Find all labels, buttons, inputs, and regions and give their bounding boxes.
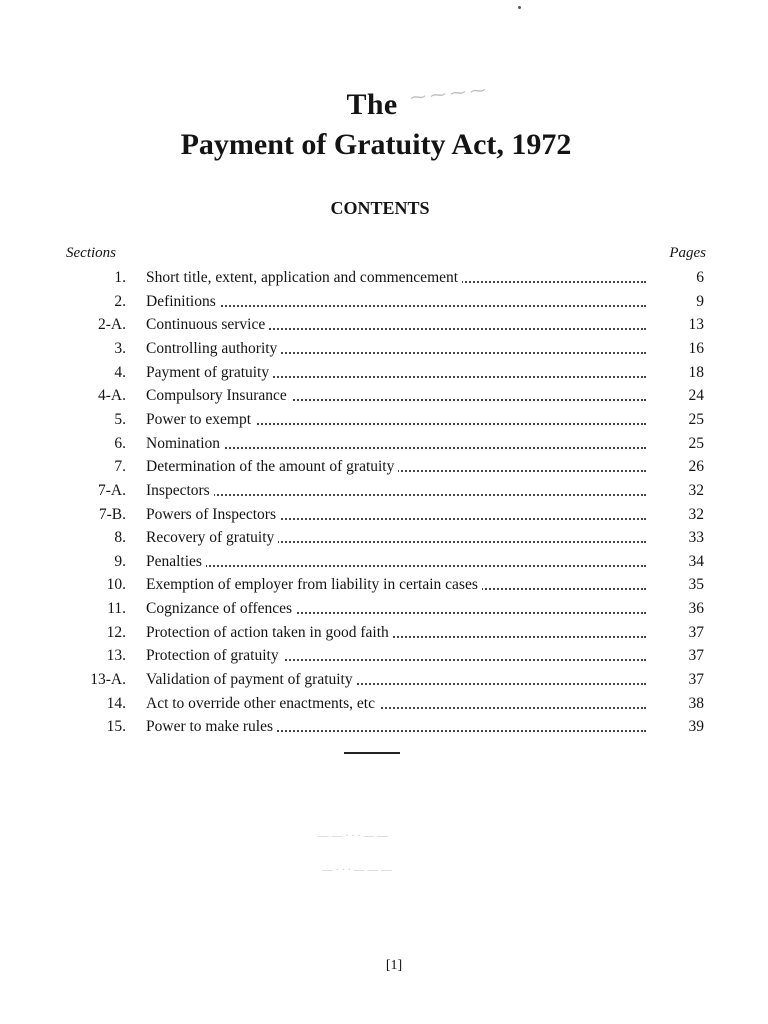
toc-section-number: 13-A. bbox=[90, 671, 126, 689]
toc-section-title bbox=[146, 480, 646, 502]
toc-section-title-text: Penalties bbox=[146, 553, 206, 570]
toc-section-title-text: Power to make rules bbox=[146, 718, 277, 735]
sections-column-header: Sections bbox=[66, 245, 116, 261]
toc-section-number: 4-A. bbox=[98, 387, 126, 405]
toc-section-title bbox=[146, 456, 646, 478]
toc-section-number: 10. bbox=[106, 576, 126, 594]
toc-section-number: 13. bbox=[106, 647, 126, 665]
faint-stamp-mark: — — · · · — — bbox=[318, 828, 388, 842]
toc-section-number: 5. bbox=[114, 410, 126, 428]
toc-section-title bbox=[146, 267, 646, 289]
toc-section-number: 7. bbox=[114, 458, 126, 476]
toc-entry bbox=[0, 433, 768, 455]
toc-section-number: 6. bbox=[114, 434, 126, 452]
toc-section-number: 9. bbox=[114, 552, 126, 570]
toc-section-number: 7-A. bbox=[98, 481, 126, 499]
toc-section-title-text: Act to override other enactments, etc bbox=[146, 695, 379, 712]
toc-entry bbox=[0, 456, 768, 478]
toc-section-title-text: Validation of payment of gratuity bbox=[146, 671, 357, 688]
toc-entry bbox=[0, 574, 768, 596]
dot-leader bbox=[146, 494, 646, 496]
toc-page-number: 9 bbox=[696, 292, 704, 310]
toc-section-title bbox=[146, 385, 646, 407]
toc-entry bbox=[0, 338, 768, 360]
toc-entry bbox=[0, 527, 768, 549]
toc-section-title-text: Powers of Inspectors bbox=[146, 506, 280, 523]
toc-section-number: 2-A. bbox=[98, 316, 126, 334]
faint-stamp-mark: — · · · — — — bbox=[322, 862, 392, 876]
dot-leader bbox=[146, 565, 646, 567]
toc-page-number: 32 bbox=[688, 481, 704, 499]
toc-entry bbox=[0, 504, 768, 526]
toc-entry bbox=[0, 409, 768, 431]
toc-entry bbox=[0, 716, 768, 738]
toc-section-title bbox=[146, 574, 646, 596]
page-number: [1] bbox=[385, 958, 403, 973]
toc-section-title-text: Nomination bbox=[146, 435, 224, 452]
toc-section-number: 14. bbox=[106, 694, 126, 712]
toc-section-title-text: Determination of the amount of gratuity bbox=[146, 458, 398, 475]
title-line-1: The bbox=[346, 88, 398, 121]
toc-entry bbox=[0, 669, 768, 691]
toc-page-number: 25 bbox=[688, 410, 704, 428]
toc-section-title-text: Compulsory Insurance bbox=[146, 387, 291, 404]
toc-entry bbox=[0, 480, 768, 502]
toc-page-number: 36 bbox=[688, 600, 704, 618]
toc-section-title bbox=[146, 338, 646, 360]
toc-section-number: 4. bbox=[114, 363, 126, 381]
toc-page-number: 24 bbox=[688, 387, 704, 405]
toc-section-title-text: Protection of action taken in good faith bbox=[146, 624, 393, 641]
toc-section-title-text: Short title, extent, application and commencement bbox=[146, 269, 462, 286]
toc-section-number: 8. bbox=[114, 529, 126, 547]
toc-section-title bbox=[146, 669, 646, 691]
toc-section-title-text: Definitions bbox=[146, 293, 220, 310]
contents-heading: CONTENTS bbox=[330, 198, 430, 218]
toc-entry bbox=[0, 362, 768, 384]
toc-section-title bbox=[146, 622, 646, 644]
toc-entry bbox=[0, 551, 768, 573]
toc-page-number: 6 bbox=[696, 269, 704, 286]
toc-section-title bbox=[146, 362, 646, 384]
toc-section-number: 3. bbox=[114, 339, 126, 357]
toc-entry bbox=[0, 291, 768, 313]
toc-section-title-text: Protection of gratuity bbox=[146, 647, 283, 664]
toc-page-number: 37 bbox=[688, 671, 704, 689]
toc-section-title-text: Recovery of gratuity bbox=[146, 529, 278, 546]
toc-page-number: 16 bbox=[688, 339, 704, 357]
toc-section-number: 11. bbox=[107, 600, 126, 618]
toc-section-title bbox=[146, 527, 646, 549]
toc-section-title-text: Payment of gratuity bbox=[146, 364, 273, 381]
toc-page-number: 32 bbox=[688, 505, 704, 523]
toc-section-title bbox=[146, 433, 646, 455]
toc-page-number: 26 bbox=[688, 458, 704, 476]
toc-entry bbox=[0, 385, 768, 407]
toc-page-number: 35 bbox=[688, 576, 704, 594]
toc-section-title bbox=[146, 409, 646, 431]
scan-speck bbox=[518, 6, 521, 9]
toc-page-number: 13 bbox=[688, 316, 704, 334]
toc-section-title bbox=[146, 645, 646, 667]
end-rule-divider bbox=[344, 752, 400, 754]
dot-leader bbox=[146, 305, 646, 307]
toc-section-title-text: Controlling authority bbox=[146, 340, 281, 357]
toc-section-number: 7-B. bbox=[98, 505, 126, 523]
toc-entry bbox=[0, 622, 768, 644]
toc-section-number: 12. bbox=[106, 623, 126, 641]
toc-section-title bbox=[146, 716, 646, 738]
toc-page-number: 25 bbox=[688, 434, 704, 452]
toc-section-title-text: Exemption of employer from liability in certain cases bbox=[146, 576, 482, 593]
toc-section-title bbox=[146, 598, 646, 620]
toc-section-title bbox=[146, 314, 646, 336]
toc-page-number: 37 bbox=[688, 623, 704, 641]
toc-entry bbox=[0, 267, 768, 289]
toc-entry bbox=[0, 598, 768, 620]
toc-section-title bbox=[146, 291, 646, 313]
toc-section-number: 1. bbox=[114, 269, 126, 286]
toc-section-title-text: Inspectors bbox=[146, 482, 214, 499]
toc-section-title-text: Power to exempt bbox=[146, 411, 255, 428]
toc-section-title-text: Cognizance of offences bbox=[146, 600, 296, 617]
toc-page-number: 34 bbox=[688, 552, 704, 570]
toc-section-title-text: Continuous service bbox=[146, 316, 269, 333]
toc-page-number: 33 bbox=[688, 529, 704, 547]
toc-section-number: 15. bbox=[106, 718, 126, 736]
toc-entry bbox=[0, 645, 768, 667]
faint-handwritten-stamp: ⁓ ⁓ ⁓ ⁓ bbox=[409, 82, 487, 107]
toc-page-number: 37 bbox=[688, 647, 704, 665]
toc-section-title bbox=[146, 693, 646, 715]
title-line-2: Payment of Gratuity Act, 1972 bbox=[180, 128, 572, 161]
toc-page-number: 18 bbox=[688, 363, 704, 381]
toc-page-number: 39 bbox=[688, 718, 704, 736]
toc-page-number: 38 bbox=[688, 694, 704, 712]
toc-entry bbox=[0, 693, 768, 715]
toc-section-number: 2. bbox=[114, 292, 126, 310]
toc-section-title bbox=[146, 551, 646, 573]
toc-section-title bbox=[146, 504, 646, 526]
toc-entry bbox=[0, 314, 768, 336]
pages-column-header: Pages bbox=[669, 245, 706, 261]
